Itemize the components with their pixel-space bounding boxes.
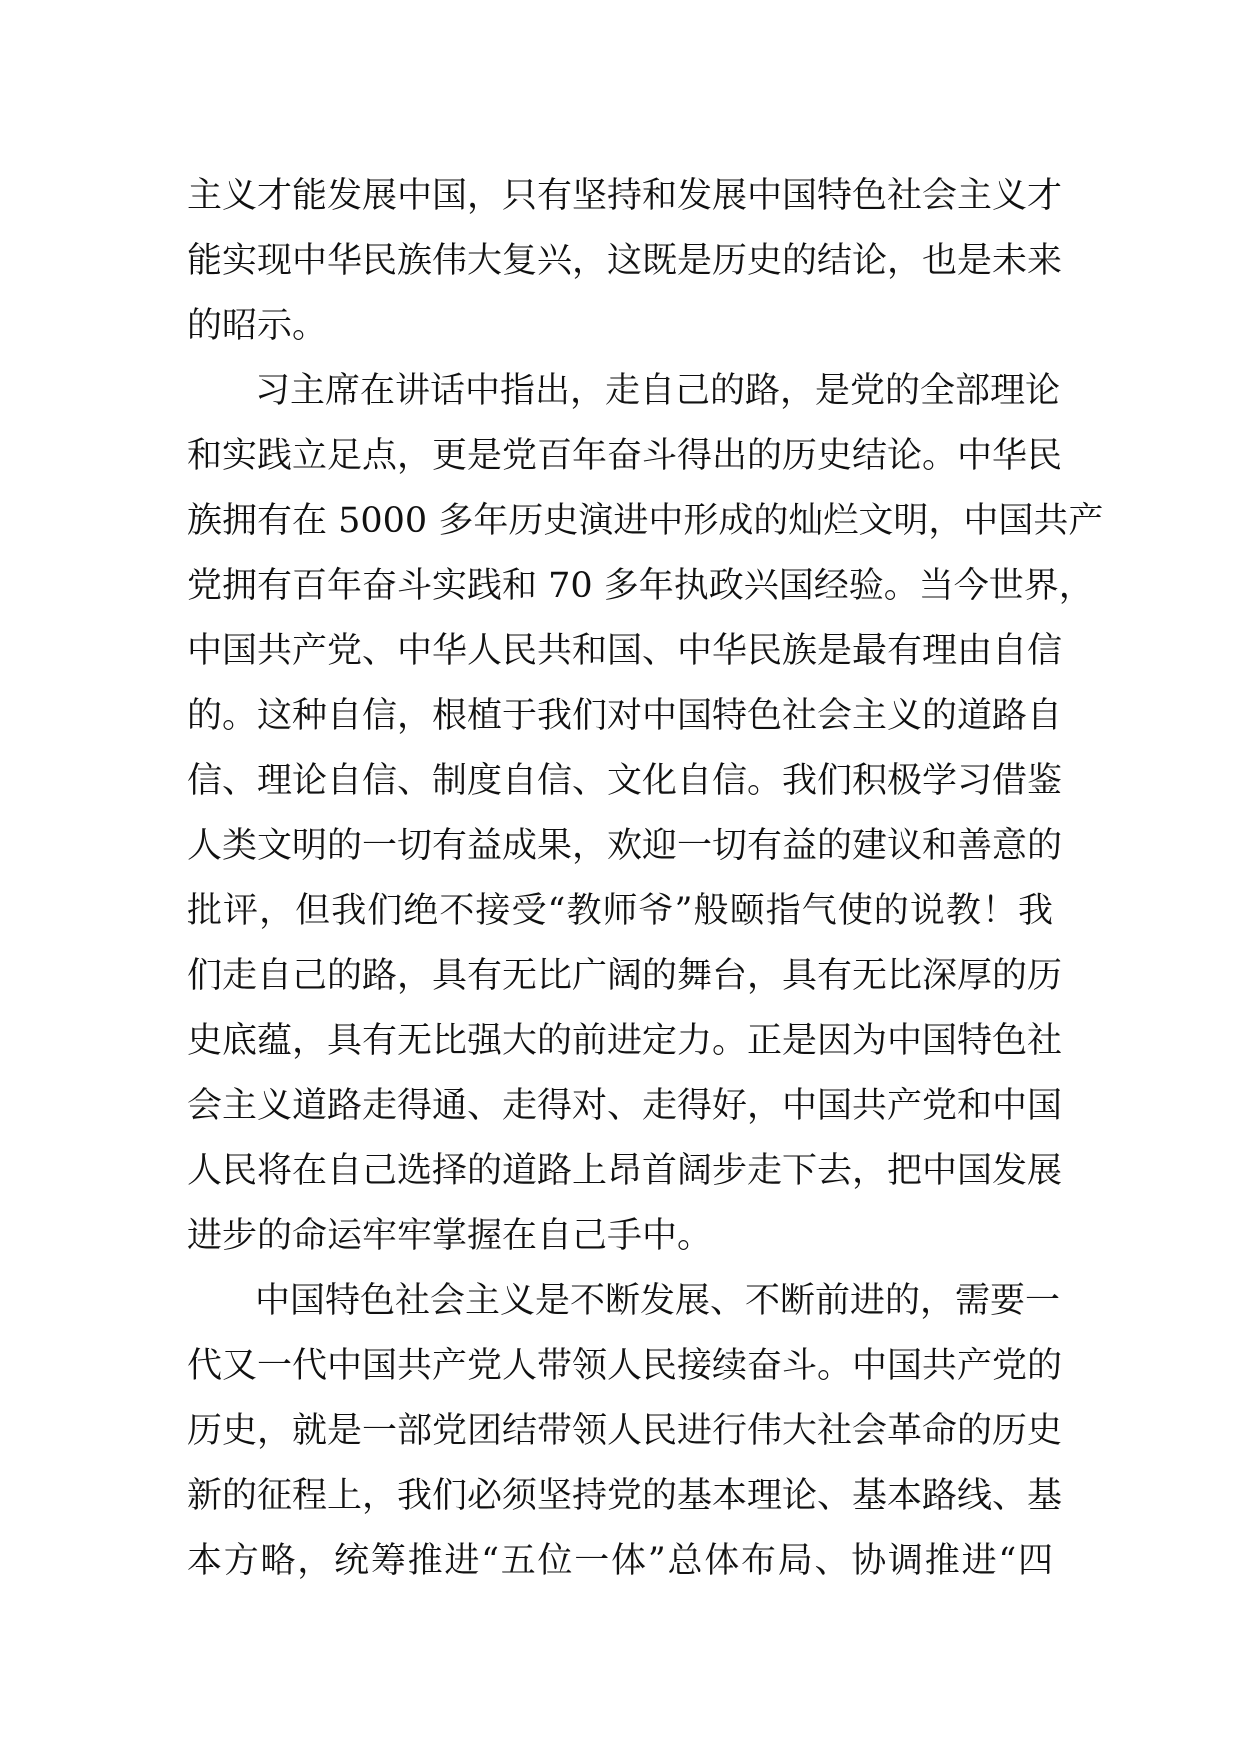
text-line: 本方略，统筹推进“五位一体”总体布局、协调推进“四 (187, 1541, 1053, 1581)
text-line: 们走自己的路，具有无比广阔的舞台，具有无比深厚的历 (187, 956, 1063, 996)
text-line: 代又一代中国共产党人带领人民接续奋斗。中国共产党的 (187, 1346, 1063, 1386)
text-line: 的。这种自信，根植于我们对中国特色社会主义的道路自 (187, 696, 1063, 736)
text-line: 史底蕴，具有无比强大的前进定力。正是因为中国特色社 (187, 1021, 1063, 1061)
text-line: 族拥有在 5000 多年历史演进中形成的灿烂文明，中国共产 (187, 501, 1104, 541)
text-line: 中国共产党、中华人民共和国、中华民族是最有理由自信 (187, 631, 1063, 671)
text-line: 进步的命运牢牢掌握在自己手中。 (187, 1216, 713, 1256)
text-line: 和实践立足点，更是党百年奋斗得出的历史结论。中华民 (187, 436, 1063, 476)
text-line: 习主席在讲话中指出，走自己的路，是党的全部理论 (255, 371, 1061, 411)
text-line: 能实现中华民族伟大复兴，这既是历史的结论，也是未来 (187, 241, 1063, 281)
text-line: 批评，但我们绝不接受“教师爷”般颐指气使的说教！我 (187, 891, 1053, 931)
text-line: 会主义道路走得通、走得对、走得好，中国共产党和中国 (187, 1086, 1063, 1126)
text-line: 人类文明的一切有益成果，欢迎一切有益的建议和善意的 (187, 826, 1063, 866)
text-line: 中国特色社会主义是不断发展、不断前进的，需要一 (255, 1281, 1061, 1321)
text-line: 党拥有百年奋斗实践和 70 多年执政兴国经验。当今世界， (187, 566, 1094, 606)
text-line: 信、理论自信、制度自信、文化自信。我们积极学习借鉴 (187, 761, 1063, 801)
text-line: 人民将在自己选择的道路上昂首阔步走下去，把中国发展 (187, 1151, 1063, 1191)
text-line: 主义才能发展中国，只有坚持和发展中国特色社会主义才 (187, 176, 1063, 216)
text-line: 历史，就是一部党团结带领人民进行伟大社会革命的历史 (187, 1411, 1063, 1451)
body-text (187, 164, 1104, 1594)
text-line: 新的征程上，我们必须坚持党的基本理论、基本路线、基 (187, 1476, 1063, 1516)
text-line: 的昭示。 (187, 306, 328, 346)
